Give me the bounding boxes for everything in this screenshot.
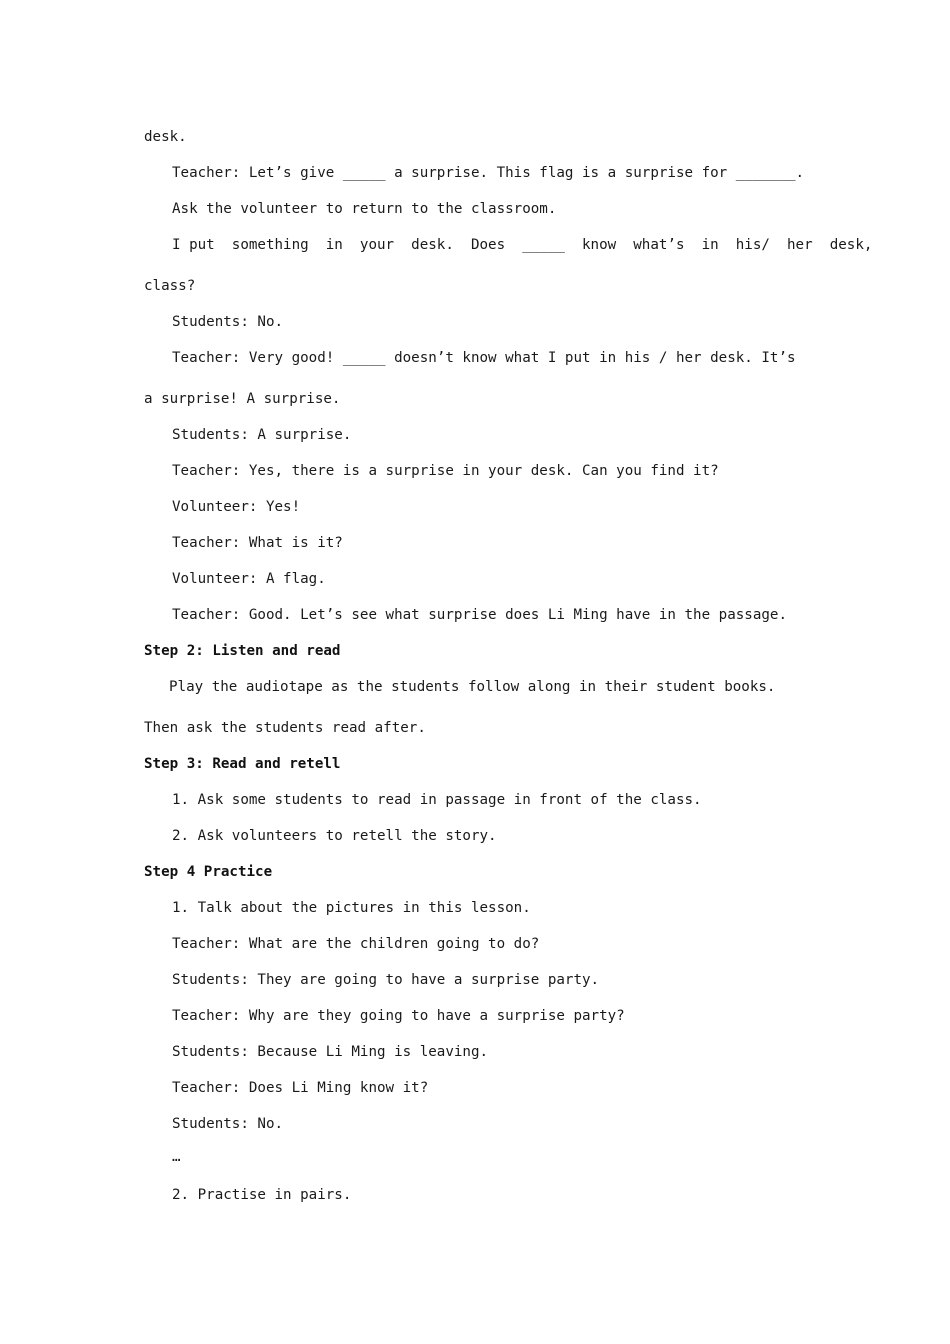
text-line: class? <box>144 278 196 294</box>
text-line: Ask the volunteer to return to the classroom. <box>172 201 557 217</box>
text-line: Students: No. <box>172 1116 284 1132</box>
list-item: 2. Practise in pairs. <box>172 1187 352 1203</box>
text-line: Teacher: Let’s give _____ a surprise. This flag is a surprise for _______. <box>172 165 805 181</box>
text-line: Students: A surprise. <box>172 427 352 443</box>
text-line: Teacher: Good. Let’s see what surprise does Li Ming have in the passage. <box>172 607 787 623</box>
list-item: 2. Ask volunteers to retell the story. <box>172 828 497 844</box>
text-line: I put something in your desk. Does _____ know what’s in his/ her desk, <box>172 237 873 253</box>
text-line: Students: Because Li Ming is leaving. <box>172 1044 489 1060</box>
text-line: Teacher: What are the children going to do? <box>172 936 540 952</box>
text-line: Students: They are going to have a surprise party. <box>172 972 600 988</box>
ellipsis: … <box>172 1149 181 1165</box>
text-line: a surprise! A surprise. <box>144 391 341 407</box>
text-line: Play the audiotape as the students follow along in their student books. <box>169 679 776 695</box>
text-line: Then ask the students read after. <box>144 720 426 736</box>
text-line: Teacher: Very good! _____ doesn’t know what I put in his / her desk. It’s <box>172 350 796 366</box>
text-line: Teacher: Why are they going to have a surprise party? <box>172 1008 625 1024</box>
text-line: Teacher: Yes, there is a surprise in your desk. Can you find it? <box>172 463 719 479</box>
list-item: 1. Talk about the pictures in this lesson. <box>172 900 531 916</box>
section-heading: Step 4 Practice <box>144 864 273 880</box>
text-line: Volunteer: Yes! <box>172 499 301 515</box>
text-line: Students: No. <box>172 314 284 330</box>
text-line: Volunteer: A flag. <box>172 571 326 587</box>
list-item: 1. Ask some students to read in passage in front of the class. <box>172 792 702 808</box>
section-heading: Step 2: Listen and read <box>144 643 341 659</box>
text-line: desk. <box>144 129 187 145</box>
section-heading: Step 3: Read and retell <box>144 756 341 772</box>
text-line: Teacher: Does Li Ming know it? <box>172 1080 429 1096</box>
text-line: Teacher: What is it? <box>172 535 343 551</box>
